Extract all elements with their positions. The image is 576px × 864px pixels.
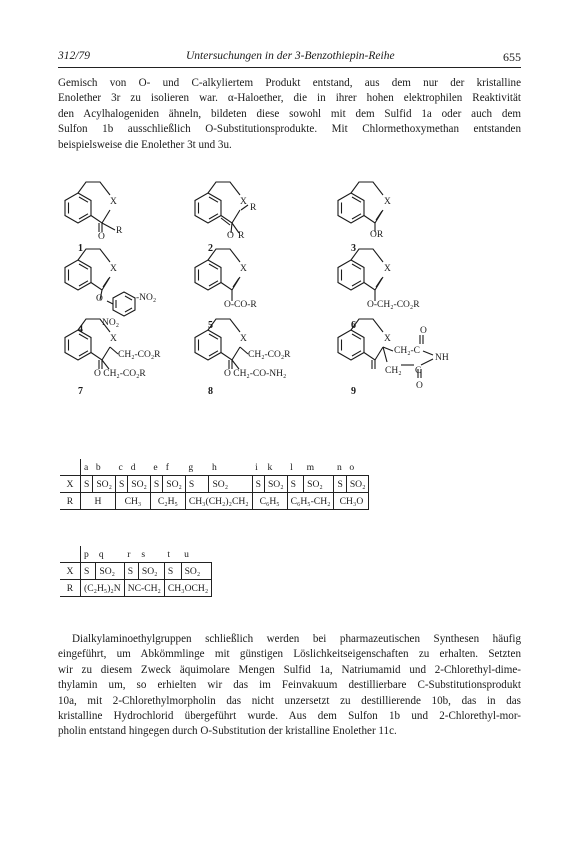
compound-number-2: 2 [208,243,213,254]
header-cell: s [141,548,146,560]
table-cell: S [252,476,264,493]
table-cell: S [185,476,209,493]
structure-8 [195,319,248,369]
table-row-x [60,563,212,580]
row-label: R [60,580,81,597]
compound-number-9: 9 [351,386,356,397]
header-cell: n [336,461,342,473]
header-cell: b [95,461,101,473]
compound-number-4: 4 [78,324,83,335]
label-x-8: X [240,334,247,344]
structure-6 [338,249,383,301]
text-line: 10a, mit 2-Chlorethylmorpholin das nicht unzersetzt zu destillierende 10b, das in das [58,694,521,707]
table-cell: S [81,476,93,493]
text-line: den Acylhalogeniden ähneln, bildeten diese sowohl mit dem Sulfid 1a oder auch dem [58,107,521,120]
label-no2-4a: -NO₂ [136,293,157,303]
header-rule [58,67,521,68]
label-x-2: X [240,197,247,207]
table-row-r [60,493,369,510]
table-header-row [60,459,369,476]
text-line: wir zu diesem Zweck äquimolare Mengen Sulfid 1a, Natriumamid und 2-Chlorethyl-dime- [58,663,521,676]
table-cell: S [81,563,96,580]
text-line: thylamin um, so erhielten wir das im Feinvakuum destillierbare C-Substitutionsprodukt [58,679,521,692]
compound-number-8: 8 [208,386,213,397]
header-cell: e [153,461,158,473]
header-cell: o [349,461,355,473]
header-cell: q [98,548,104,560]
label-c-9: C [415,366,422,376]
header-journal-ref: 312/79 [58,50,90,62]
paragraph-1 [58,76,521,153]
row-label: X [60,563,81,580]
row-label: R [60,493,81,510]
label-r-2a: R [250,203,257,213]
table-cell: SO₂ [346,476,369,493]
text-line: Gemisch von O- und C-alkyliertem Produkt entstand, aus dem nur der kristalline [58,77,521,89]
header-cell: h [211,461,217,473]
compound-number-1: 1 [78,243,83,254]
text-line: Enolether 3r zu isolieren war. α-Haloether, die in ihrer hohen elektrophilen Reaktivität [58,92,521,105]
table-cell: S [150,476,162,493]
label-o-2: O [227,231,234,241]
table-cell: (C₂H₅)₂N [81,580,125,597]
label-o-9a: O [420,326,427,336]
table-cell: SO₂ [304,476,334,493]
header-cell: l [290,461,293,473]
label-x-3: X [384,197,391,207]
text-line: Sulfon 1b ausschließlich O-Substitutionsprodukte. Mit Chlormethoxymethan entstanden [58,123,521,136]
compound-number-5: 5 [208,320,213,331]
label-r-2b: R [238,231,245,241]
table-cell: C₆H₅ [252,493,287,510]
header-cell: t [167,548,171,560]
structures-drawing [58,175,521,435]
compound-number-3: 3 [351,243,356,254]
table-cell: S [287,476,304,493]
label-substituent-8b: O CH₂-CO-NH₂ [224,369,287,379]
table-cell: SO₂ [264,476,287,493]
structure-1 [65,182,115,232]
table-cell: S [115,476,127,493]
table-cell: S [334,476,346,493]
table-cell: SO₂ [138,563,164,580]
label-x-1: X [110,197,117,207]
chemical-structures [58,175,521,435]
header-cell: d [130,461,136,473]
table-row-r [60,580,212,597]
structure-4 [65,249,135,316]
table-cell: NC-CH₂ [124,580,164,597]
table-cell: S [164,563,181,580]
running-header [58,50,521,66]
header-cell: k [267,461,273,473]
label-substituent-7b: O CH₂-CO₂R [94,369,146,379]
label-x-6: X [384,264,391,274]
table-cell: SO₂ [181,563,212,580]
table-cell: SO₂ [128,476,151,493]
label-x-9: X [384,334,391,344]
table-cell: H [81,493,116,510]
table-cell [60,459,81,476]
label-r-1: R [116,226,123,236]
table-cell: C₆H₅-CH₂ [287,493,334,510]
compound-number-6: 6 [351,320,356,331]
table-cell: CH₃(CH₂)₂CH₂ [185,493,252,510]
table-cell: C₂H₅ [150,493,185,510]
page-number: 655 [503,50,521,64]
text-line: Dialkylaminoethylgruppen schließlich werden bei pharmazeutischen Synthesen häufig [72,633,521,645]
text-line: pholin entstand hingegen durch O-Substitution der kristalline Enolether 11c. [58,725,397,738]
substituent-table-1 [60,459,369,510]
table-header-row [60,546,212,563]
row-label: X [60,476,81,493]
label-ch2-9: CH₂ [385,366,402,376]
text-line: kristalline Hydrochlorid übergeführt wurde. Aus dem Sulfon 1b und 2-Chlorethyl-mor- [58,710,521,723]
label-substituent-5: O-CO-R [224,300,257,310]
paragraph-2 [58,632,521,740]
table-cell: CH₃O [334,493,369,510]
label-x-4: X [110,264,117,274]
header-cell: a [84,461,89,473]
header-cell: i [255,461,258,473]
header-cell: g [188,461,194,473]
label-no2-4b: NO₂ [102,318,120,328]
label-substituent-7a: CH₂-CO₂R [118,350,161,360]
text-line: eingeführt, um Abkömmlinge mit günstigen Löslichkeitseigenschaften zu erhalten. Setzten [58,648,521,661]
table-cell: SO₂ [163,476,186,493]
table-row-x [60,476,369,493]
header-cell: m [306,461,315,473]
header-cell: r [127,548,131,560]
structure-3 [338,182,383,232]
label-substituent-6: O-CH₂-CO₂R [367,300,420,310]
label-o-4: O [96,294,103,304]
label-x-5: X [240,264,247,274]
header-cell: p [84,548,89,560]
label-or-3: OR [370,230,384,240]
table-cell: CH₃ [115,493,150,510]
header-cell: u [184,548,189,560]
table-cell: SO₂ [93,476,116,493]
header-title: Untersuchungen in der 3-Benzothiepin-Reihe [186,50,395,62]
label-x-7: X [110,334,117,344]
header-cell: c [118,461,123,473]
label-o-9b: O [416,381,423,391]
header-cell: f [165,461,169,473]
structure-5 [195,249,240,301]
table-cell: SO₂ [96,563,124,580]
label-substituent-8a: CH₂-CO₂R [248,350,291,360]
text-line: beispielsweise die Enolether 3t und 3u. [58,138,232,151]
table-cell: S [124,563,138,580]
table-cell: CH₃OCH₂ [164,580,211,597]
label-nh-9: NH [435,353,449,363]
label-ch2c-9: CH₂-C [394,346,421,356]
compound-number-7: 7 [78,386,83,397]
table-cell: SO₂ [209,476,252,493]
label-o-1: O [98,232,105,242]
table-cell [60,546,81,563]
structure-2 [195,182,248,233]
substituent-table-2 [60,546,212,597]
